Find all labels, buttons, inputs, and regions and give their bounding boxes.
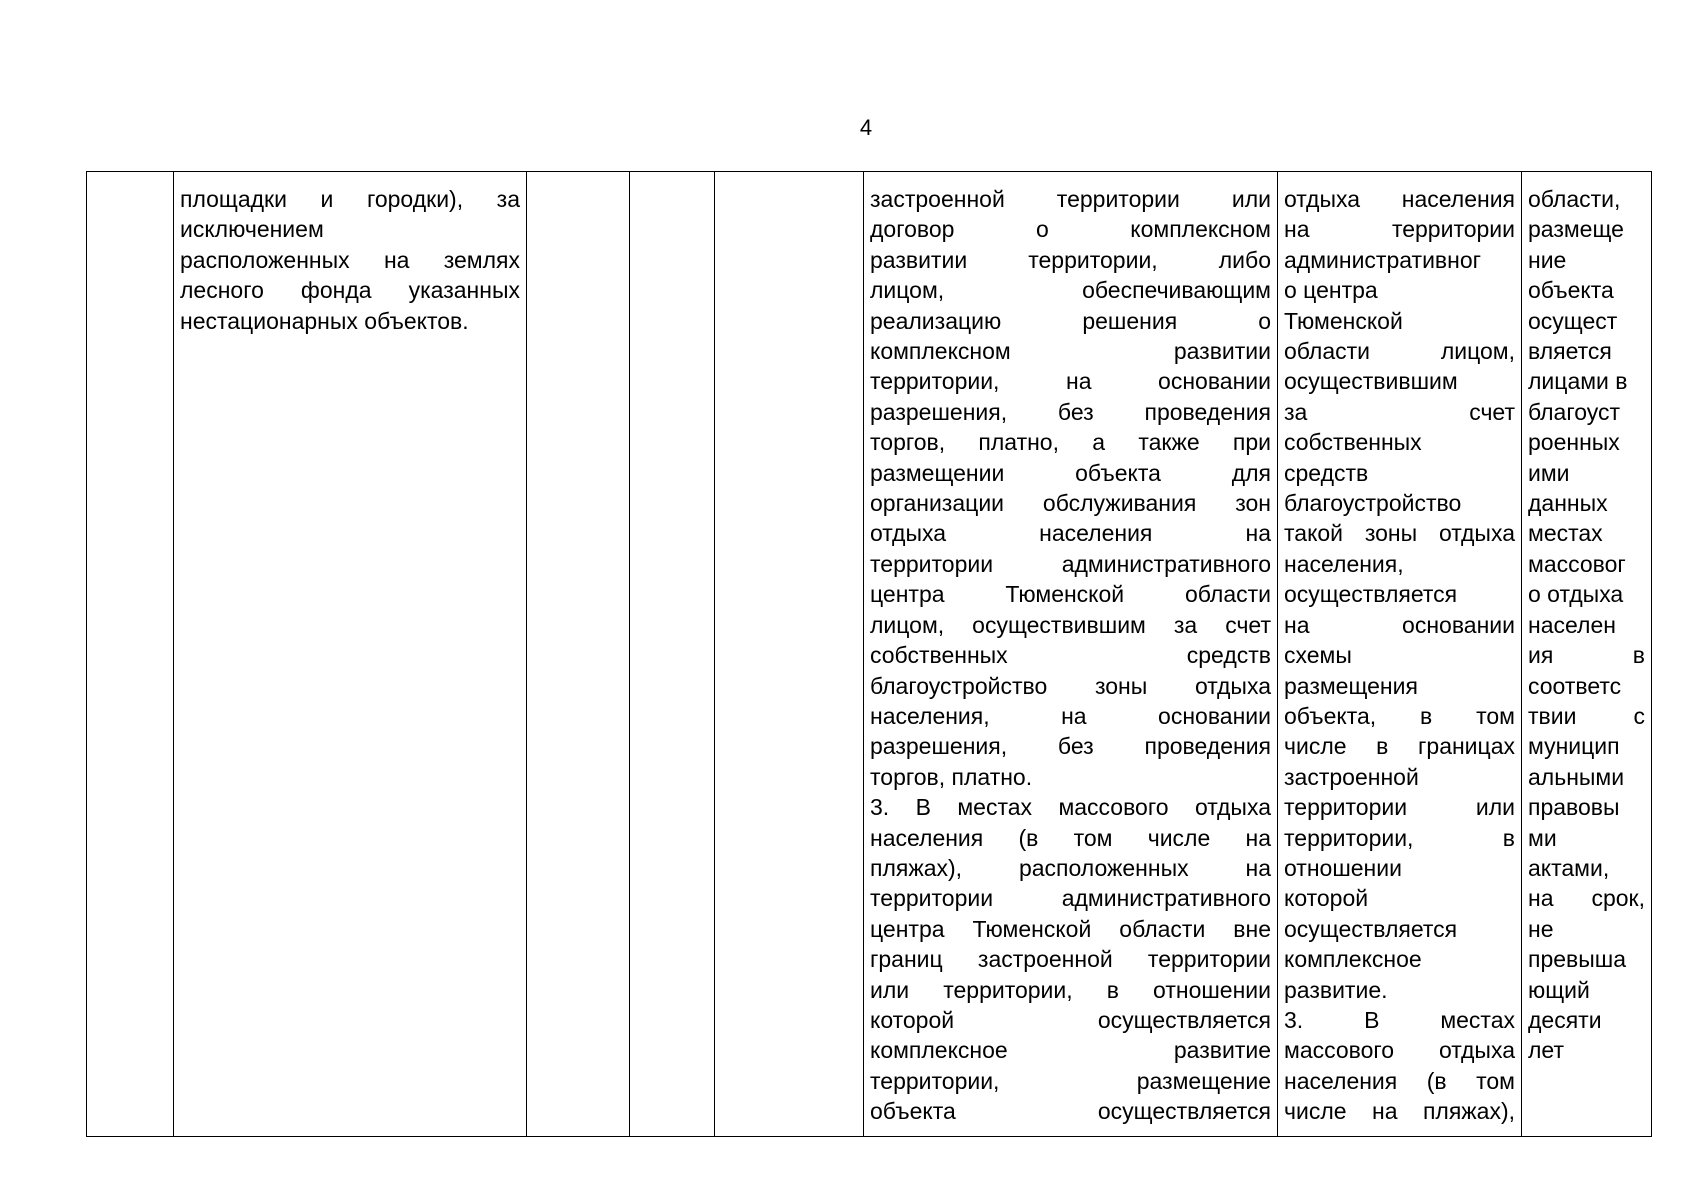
text-line: схемы [1284,642,1352,669]
text-line: данных [1528,490,1608,517]
text-line: осуществившим [1284,368,1458,395]
text-line: правовы [1528,794,1620,821]
table-cell-col5 [715,172,864,1137]
table-row [87,172,1652,1137]
text-line: которой осуществляется [870,1006,1271,1033]
text-line: комплексное развитие [870,1037,1271,1064]
text-line: территории административного [870,550,1271,577]
text-line: лесного фонда указанных [180,277,520,304]
text-line: границ застроенной территории [870,946,1271,973]
text-line: населен [1528,611,1616,638]
text-line: площадки и городки), за [180,186,520,212]
text-line: собственных средств [870,642,1271,669]
text-line: отношении [1284,854,1402,881]
text-line: ими [1528,459,1570,486]
text-line: превыша [1528,946,1627,973]
text-line: Тюменской [1284,307,1403,334]
text-line: числе в границах [1284,733,1515,760]
text-line: такой зоны отдыха [1284,520,1515,547]
text-line: отдыха населения [1284,186,1515,212]
text-line: населения, на основании [870,702,1271,729]
text-line: объекта осуществляется [870,1098,1271,1125]
text-line: административног [1284,246,1482,273]
text-line: местах [1528,520,1603,547]
text-line: развитии территории, либо [870,246,1271,273]
table-cell-col7 [1278,172,1522,1137]
text-line: которой [1284,885,1369,912]
text-line: числе на пляжах), [1284,1098,1515,1125]
text-line: лицом, обеспечивающим [870,277,1271,304]
text-line: роенных [1528,429,1620,456]
text-line: благоустройство зоны отдыха [870,672,1271,699]
text-line: застроенной [1284,763,1419,790]
text-line: территории, на основании [870,368,1271,395]
text-line: объекта, в том [1284,702,1515,729]
text-line: центра Тюменской области вне [870,915,1271,942]
text-line: ние [1528,246,1567,273]
text-line: комплексном развитии [870,338,1271,365]
text-line: развитие. [1284,976,1388,1003]
text-line: лет [1528,1037,1564,1064]
text-line: вляется [1528,338,1612,365]
text-line: центра Тюменской области [870,581,1271,608]
text-line: размещения [1284,672,1418,699]
text-line: расположенных на землях [180,246,520,273]
text-line: средств [1284,459,1369,486]
text-line: о центра [1284,277,1378,304]
text-line: благоустройство [1284,490,1462,517]
text-line: территории, размещение [870,1067,1271,1094]
table-cell-col3 [527,172,630,1137]
text-line: массового отдыха [1284,1037,1515,1064]
text-line: ми [1528,824,1557,851]
document-table [86,171,1652,1137]
text-line: на территории [1284,216,1515,243]
text-line: осуществляется [1284,581,1458,608]
text-line: муницип [1528,733,1620,760]
text-line: торгов, платно, а также при [870,429,1271,456]
text-line: собственных [1284,429,1422,456]
text-line: 3. В местах массового отдыха [870,794,1271,821]
text-line: торгов, платно. [870,763,1033,790]
text-line: разрешения, без проведения [870,398,1271,425]
table-cell-col4 [630,172,715,1137]
text-line: размещении объекта для [870,459,1271,486]
text-line: не [1528,915,1554,942]
text-line: о отдыха [1528,581,1624,608]
text-line: договор о комплексном [870,216,1271,243]
table-cell-col6 [864,172,1278,1137]
table-cell-col8 [1522,172,1652,1137]
text-line: области, [1528,186,1621,212]
text-line: застроенной территории или [870,186,1271,212]
text-line: или территории, в отношении [870,976,1271,1003]
text-line: населения (в том [1284,1067,1515,1094]
text-line: на срок, [1528,885,1645,912]
text-line: массовог [1528,550,1626,577]
table-cell-col1 [87,172,174,1137]
text-line: лицами в [1528,368,1628,395]
text-line: размеще [1528,216,1624,243]
text-line: осущест [1528,307,1618,334]
text-line: территории административного [870,885,1271,912]
text-line: комплексное [1284,946,1422,973]
text-line: реализацию решения о [870,307,1271,334]
text-line: нестационарных объектов. [180,307,469,334]
text-line: области лицом, [1284,338,1515,365]
text-line: пляжах), расположенных на [870,854,1271,881]
text-line: актами, [1528,854,1610,881]
text-line: десяти [1528,1006,1602,1033]
text-line: лицом, осуществившим за счет [870,611,1271,638]
text-line: разрешения, без проведения [870,733,1271,760]
page-number: 4 [859,115,873,140]
text-line: твии с [1528,702,1645,729]
text-line: альными [1528,763,1625,790]
text-line: населения, [1284,550,1404,577]
text-line: осуществляется [1284,915,1458,942]
text-line: исключением [180,216,324,243]
text-line: территории или [1284,794,1515,821]
text-line: организации обслуживания зон [870,490,1271,517]
text-line: ющий [1528,976,1590,1003]
text-line: отдыха населения на [870,520,1271,547]
text-line: объекта [1528,277,1614,304]
text-line: территории, в [1284,824,1515,851]
text-line: населения (в том числе на [870,824,1271,851]
table-cell-col2 [174,172,527,1137]
text-line: ия в [1528,642,1645,669]
text-line: благоуст [1528,398,1621,425]
text-line: на основании [1284,611,1515,638]
text-line: 3. В местах [1284,1006,1515,1033]
text-line: за счет [1284,398,1515,425]
text-line: соответс [1528,672,1622,699]
